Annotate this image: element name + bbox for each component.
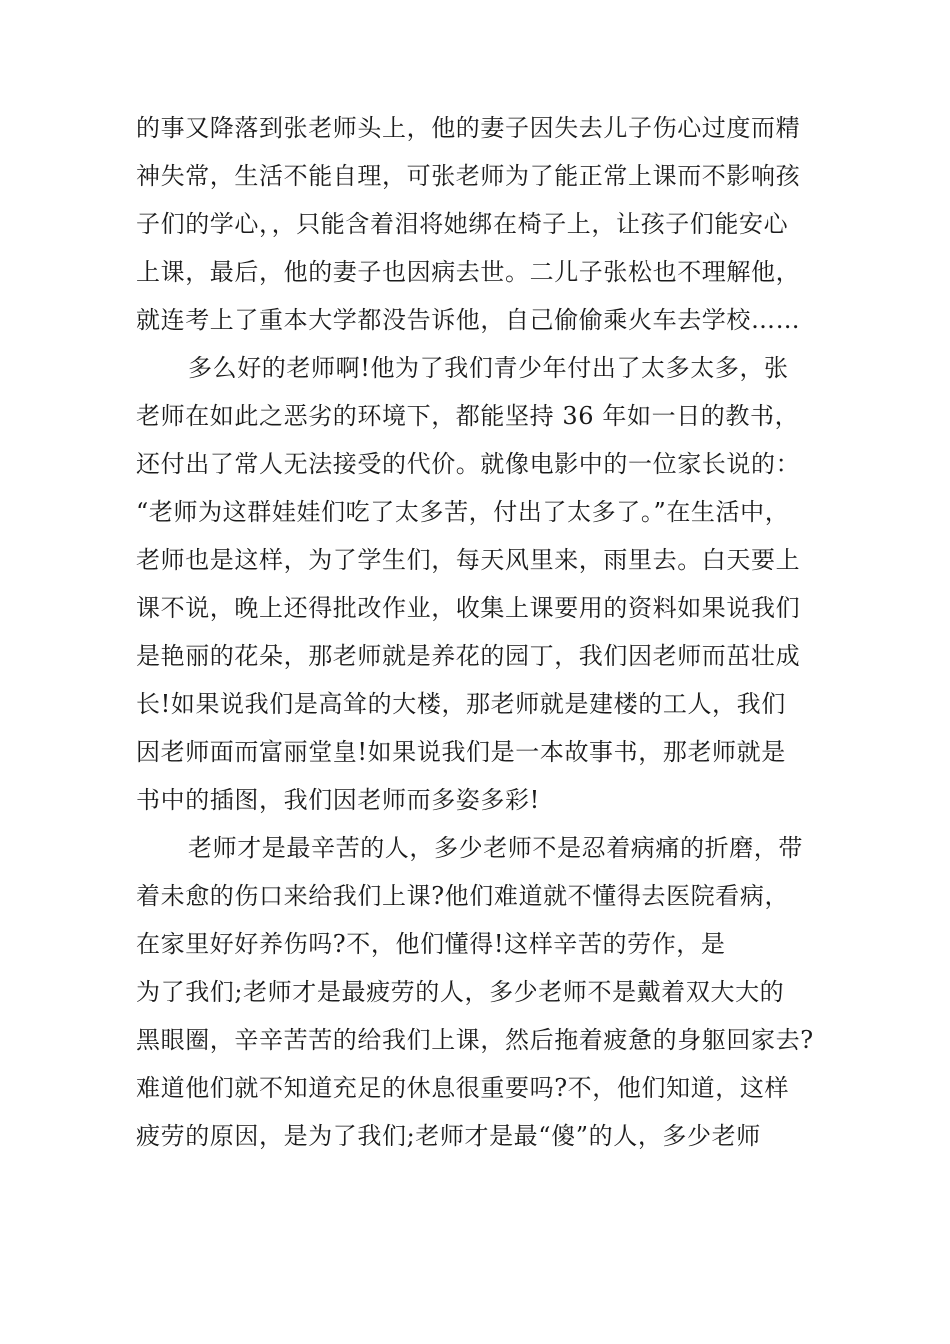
text-line: 课不说，晚上还得批改作业，收集上课要用的资料如果说我们 bbox=[136, 594, 801, 622]
text-line: 的事又降落到张老师头上，他的妻子因失去儿子伤心过度而精 bbox=[136, 114, 801, 142]
text-line: 难道他们就不知道充足的休息很重要吗?不，他们知道，这样 bbox=[136, 1074, 790, 1102]
text-line: 神失常，生活不能自理，可张老师为了能正常上课而不影响孩 bbox=[136, 162, 801, 190]
text-line: 子们的学心，，只能含着泪将她绑在椅子上，让孩子们能安心 bbox=[136, 210, 789, 238]
text-line: 老师也是这样，为了学生们，每天风里来，雨里去。白天要上 bbox=[136, 546, 801, 574]
text-line: 上课，最后，他的妻子也因病去世。二儿子张松也不理解他， bbox=[136, 258, 801, 286]
text-line: 在家里好好养伤吗?不，他们懂得!这样辛苦的劳作，是 bbox=[136, 930, 726, 958]
text-line: 着未愈的伤口来给我们上课?他们难道就不懂得去医院看病， bbox=[136, 882, 790, 910]
text-line: 老师在如此之恶劣的环境下，都能坚持 36 年如一日的教书， bbox=[136, 402, 800, 430]
paragraph-start-line: 多么好的老师啊!他为了我们青少年付出了太多太多，张 bbox=[188, 354, 789, 382]
text-line: 就连考上了重本大学都没告诉他，自己偷偷乘火车去学校…… bbox=[136, 306, 801, 334]
text-line: 还付出了常人无法接受的代价。就像电影中的一位家长说的： bbox=[136, 450, 801, 478]
text-line: 为了我们;老师才是最疲劳的人，多少老师不是戴着双大大的 bbox=[136, 978, 785, 1006]
paragraph-start-line: 老师才是最辛苦的人，多少老师不是忍着病痛的折磨，带 bbox=[188, 834, 803, 862]
body-text bbox=[136, 104, 856, 1160]
text-line: 疲劳的原因，是为了我们;老师才是最“傻”的人，多少老师 bbox=[136, 1122, 761, 1150]
text-line: 长!如果说我们是高耸的大楼，那老师就是建楼的工人，我们 bbox=[136, 690, 786, 718]
text-line: 是艳丽的花朵，那老师就是养花的园丁，我们因老师而茁壮成 bbox=[136, 642, 801, 670]
text-line: 因老师面而富丽堂皇!如果说我们是一本故事书，那老师就是 bbox=[136, 738, 786, 766]
text-line: 书中的插图，我们因老师而多姿多彩! bbox=[136, 786, 540, 814]
text-line: 黑眼圈，辛辛苦苦的给我们上课，然后拖着疲惫的身躯回家去? bbox=[136, 1026, 814, 1054]
text-line: “老师为这群娃娃们吃了太多苦，付出了太多了。”在生活中， bbox=[136, 498, 790, 526]
